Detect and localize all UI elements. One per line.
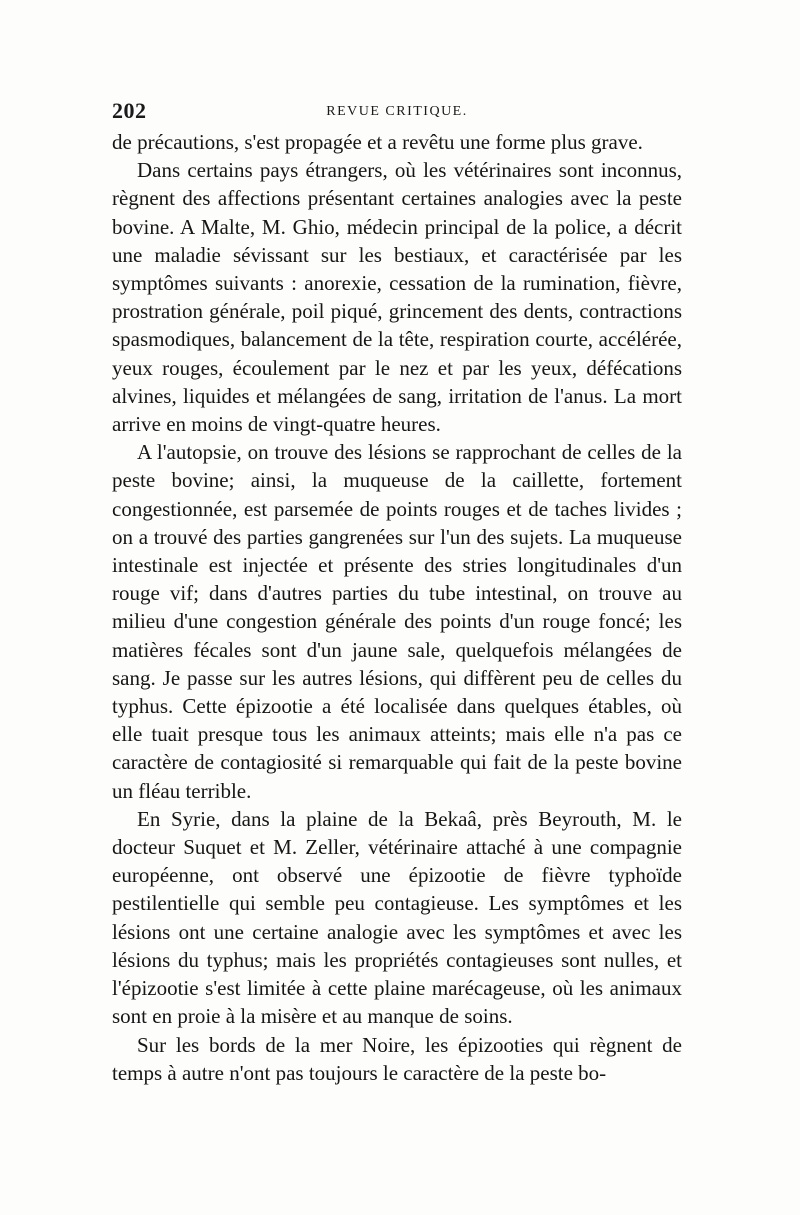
running-head: [112, 98, 682, 128]
paragraph-autopsy: A l'autopsie, on trouve des lésions se rapprochant de celles de la peste bovine; ainsi, la muqueuse de la caillette, fortement congestionnée, est parsemée de points rouges et de taches livides ; on a trouvé des parties gangrenées sur l'un des sujets. La muqueuse intestinale est injectée et présente des stries longitudinales d'un rouge vif; dans d'autres parties du tube intestinal, on trouve au milieu d'une congestion générale des points d'un rouge foncé; les matières fécales sont d'un jaune sale, quelquefois mélangées de sang. Je passe sur les autres lésions, qui diffèrent peu de celles du typhus. Cette épizootie a été localisée dans quelques étables, où elle tuait presque tous les animaux atteints; mais elle n'a pas ce caractère de contagiosité si remarquable qui fait de la peste bovine un fléau terrible.: [112, 440, 682, 803]
paragraph-malta: Dans certains pays étrangers, où les vétérinaires sont inconnus, règnent des affections présentant certaines analogies avec la peste bovine. A Malte, M. Ghio, médecin principal de la police, a décrit une maladie sévissant sur les bestiaux, et caractérisée par les symptômes suivants : anorexie, cessation de la rumination, fièvre, prostration générale, poil piqué, grincement des dents, contractions spasmodiques, balancement de la tête, respiration courte, accélérée, yeux rouges, écoulement par le nez et par les yeux, défécations alvines, liquides et mélangées de sang, irritation de l'anus. La mort arrive en moins de vingt-quatre heures.: [112, 158, 682, 437]
paragraph-black-sea: Sur les bords de la mer Noire, les épizooties qui règnent de temps à autre n'ont pas toujours le caractère de la peste bo-: [112, 1032, 682, 1085]
journal-title: REVUE CRITIQUE.: [326, 104, 468, 119]
page-number: 202: [112, 98, 147, 123]
paragraph-continuation: de précautions, s'est propagée et a revêtu une forme plus grave.: [112, 130, 643, 154]
paragraph-syria: En Syrie, dans la plaine de la Bekaâ, près Beyrouth, M. le docteur Suquet et M. Zeller, vétérinaire attaché à une compagnie européenne, ont observé une épizootie de fièvre typhoïde pestilentielle qui semble peu contagieuse. Les symptômes et les lésions ont une certaine analogie avec les symptômes et avec les lésions du typhus; mais les propriétés contagieuses sont nulles, et l'épizootie s'est limitée à cette plaine marécageuse, où les animaux sont en proie à la misère et au manque de soins.: [112, 806, 682, 1029]
body-text: [112, 128, 682, 1087]
